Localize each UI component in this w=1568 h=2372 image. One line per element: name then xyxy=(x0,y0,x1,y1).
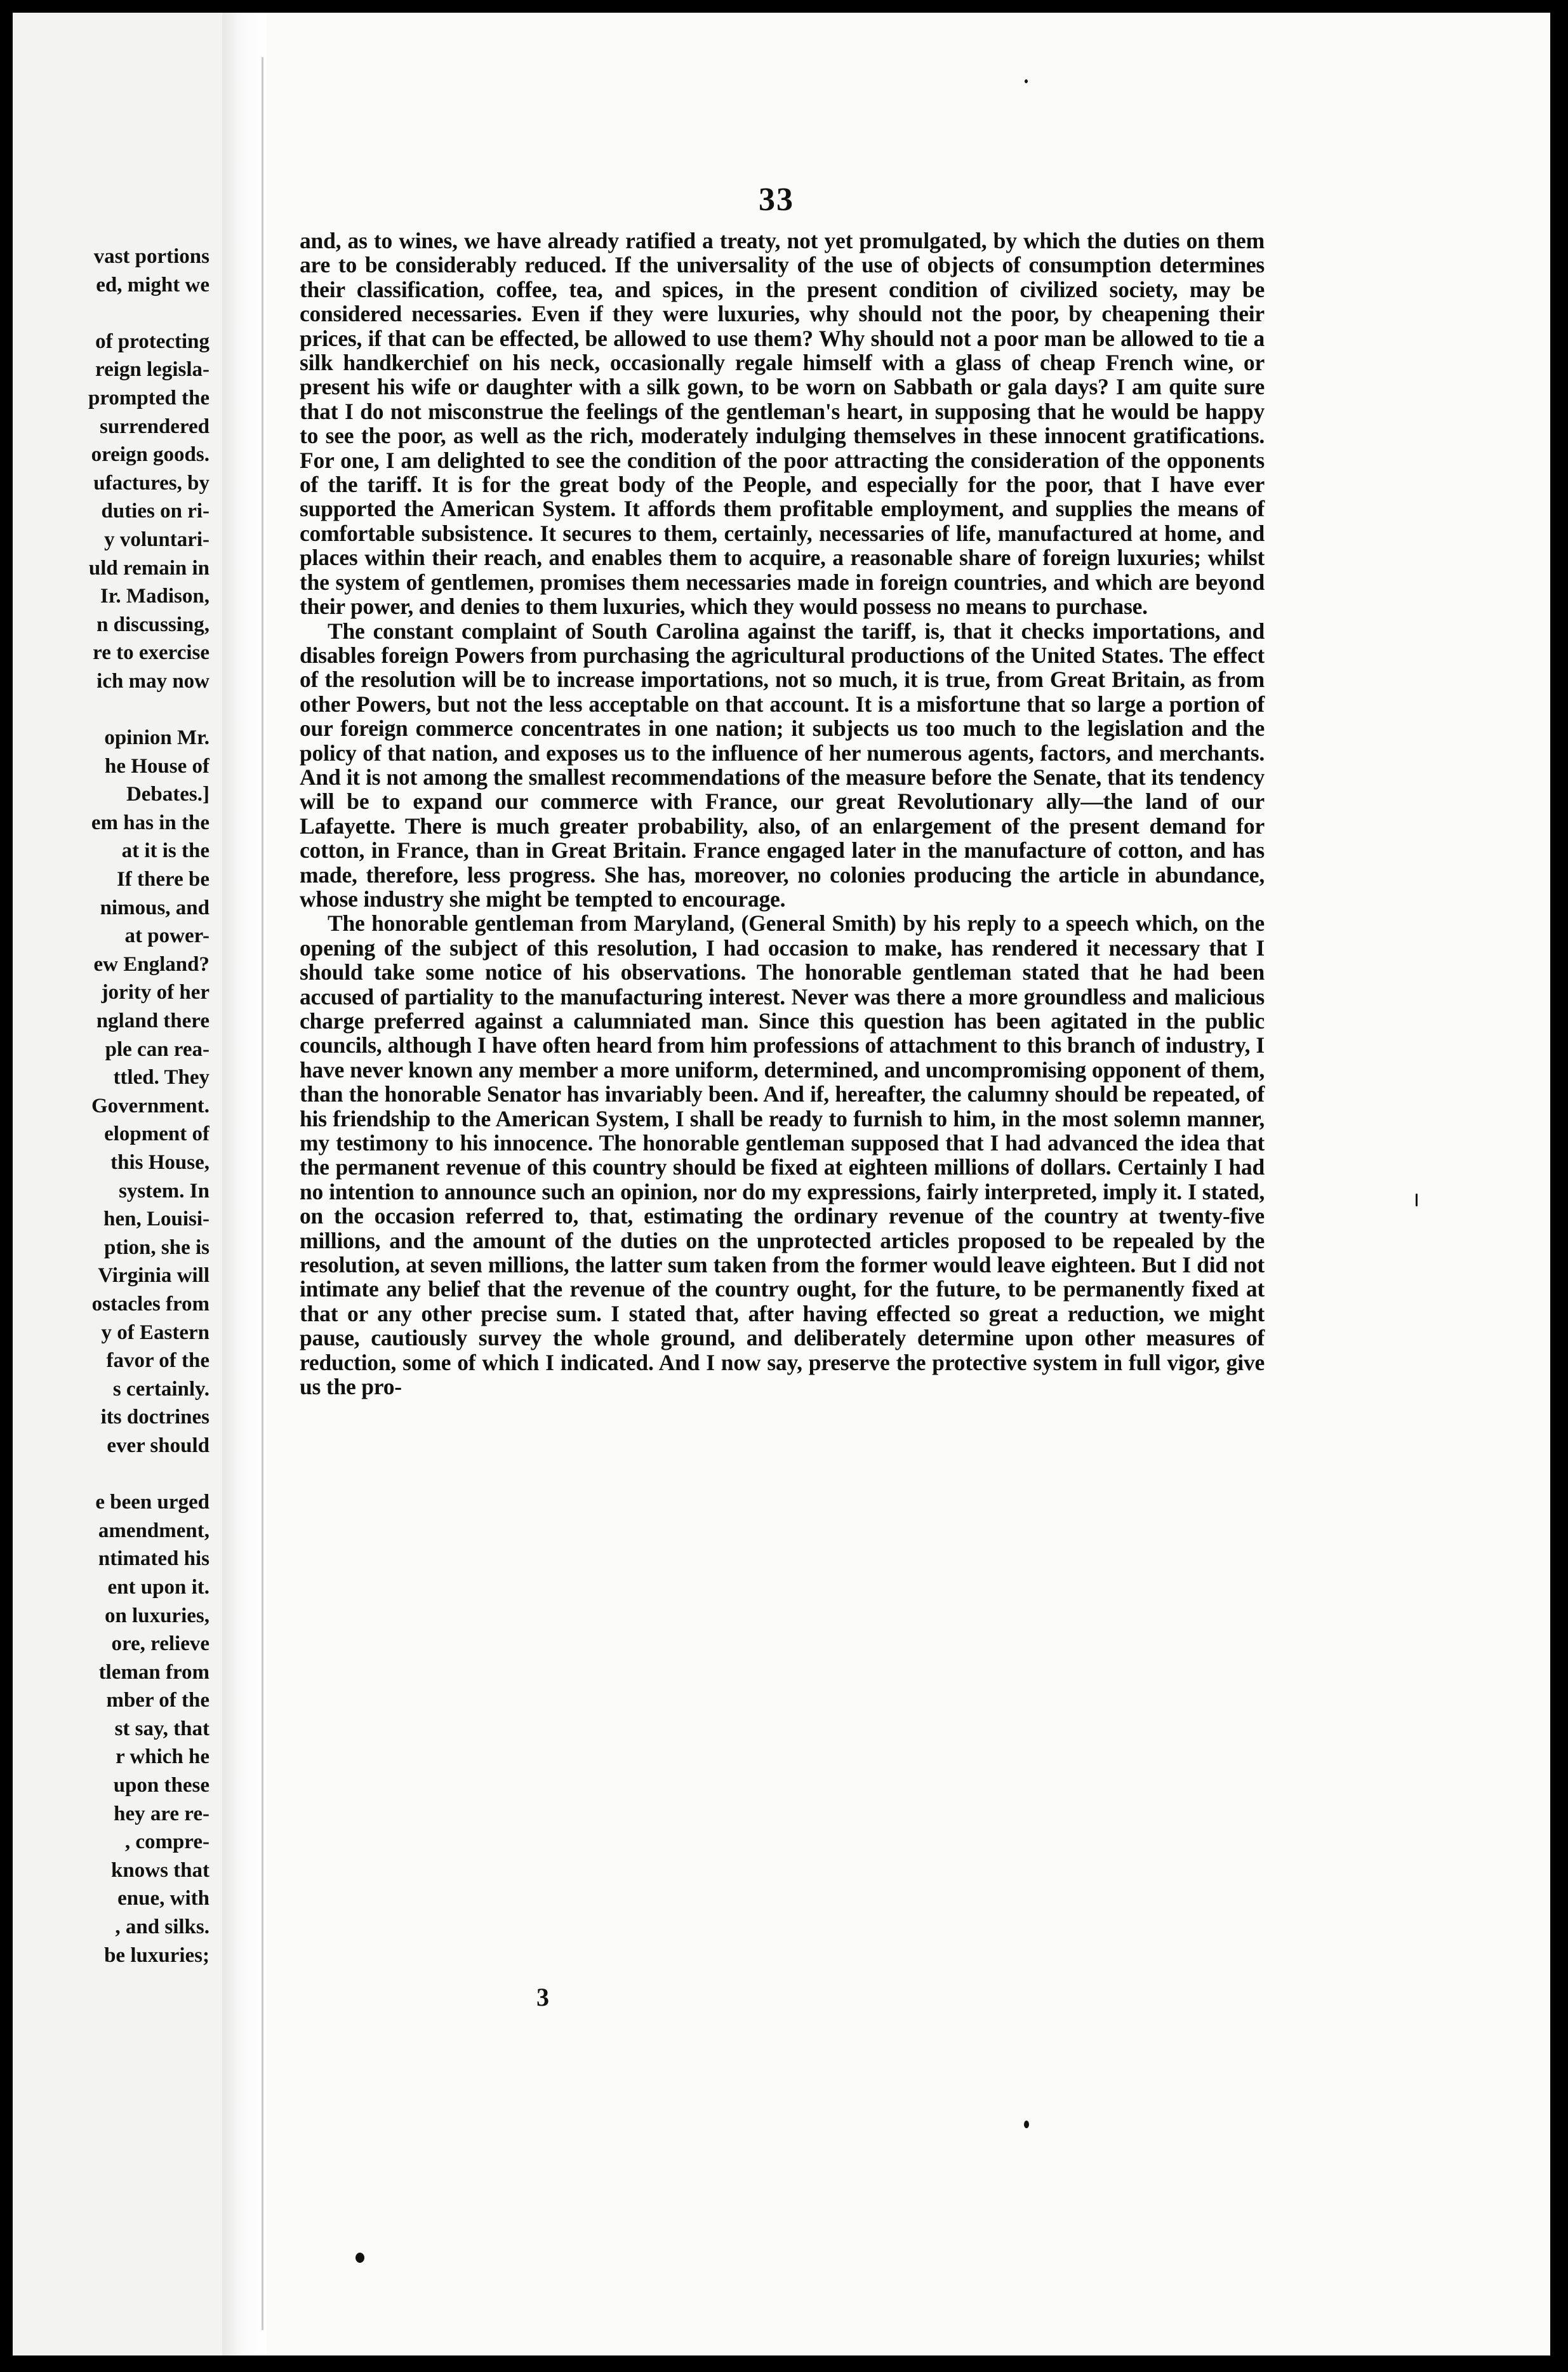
ink-speck xyxy=(1025,79,1028,83)
left-column-line: ttled. They xyxy=(113,1066,209,1089)
left-column-line: enue, with xyxy=(117,1887,209,1910)
signature-mark: 3 xyxy=(536,1983,549,2011)
left-column-line: amendment, xyxy=(98,1519,209,1542)
left-column-line: its doctrines xyxy=(100,1406,209,1429)
left-column-line: ngland there xyxy=(96,1009,209,1033)
left-page-fragment xyxy=(13,13,222,2355)
left-column-line: ufactures, by xyxy=(93,471,209,495)
fold-line xyxy=(262,57,263,2330)
left-column-line: ever should xyxy=(107,1434,209,1457)
left-column-line: em has in the xyxy=(91,811,209,834)
left-column-line: at it is the xyxy=(121,839,209,863)
left-column-line: jority of her xyxy=(101,981,209,1004)
left-column-line: oreign goods. xyxy=(91,443,209,467)
ink-speck xyxy=(355,2253,364,2263)
left-column-line: r which he xyxy=(116,1745,209,1769)
left-column-line: surrendered xyxy=(100,415,209,438)
left-column-line: at power- xyxy=(124,924,209,948)
left-column-line: s certainly. xyxy=(112,1377,209,1401)
left-column-line: y voluntari- xyxy=(104,528,209,551)
left-column-line: upon these xyxy=(113,1774,209,1797)
left-column-line: ent upon it. xyxy=(107,1575,209,1599)
left-column-line: , compre- xyxy=(124,1830,209,1854)
left-column-line: e been urged xyxy=(95,1491,209,1514)
ink-speck xyxy=(1024,2121,1029,2128)
left-column-line xyxy=(13,696,209,724)
left-column-line: ple can rea- xyxy=(105,1037,209,1061)
left-column-line: knows that xyxy=(111,1858,209,1882)
left-column-line: , and silks. xyxy=(115,1916,209,1939)
paragraph: The honorable gentleman from Maryland, (General Smith) by his reply to a speech which, on the opening of the subject of this resolution, I had occasion to make, has rendered it necessary that I should take some notice of his observations. The honorable gentleman stated that he had been accused of partiality to the manufacturing interest. Never was there a more groundless and malicious charge preferred against a calumniated man. Since this question has been agitated in the public councils, although I have often heard from him professions of attachment to this branch of industry, I have never known any member a more uniform, determined, and uncompromising opponent of them, than the honorable Senator has invariably been. And if, hereafter, the calumny should be repeated, of his friendship to the American System, I shall be ready to furnish to him, in the most solemn manner, my testimony to his innocence. The honorable gentleman supposed that I had advanced the idea that the permanent revenue of this country should be fixed at eighteen millions of dollars. Certainly I had no intention to announce such an opinion, nor do my expressions, fairly interpreted, imply it. I stated, on the occasion referred to, that, estimating the ordinary revenue of the country at twenty-five millions, and the amount of the duties on the unprotected articles proposed to be repealed by the resolution, at seven millions, the latter sum taken from the former would leave eighteen. But I did not intimate any belief that the revenue of the country ought, for the future, to be permanently fixed at that or any other precise sum. I stated that, after having effected so great a reduction, we might pause, cautiously survey the whole ground, and deliberately determine upon other measures of reduction, some of which I indicated. And I now say, preserve the protective system in full vigor, give us the pro- xyxy=(300,910,1265,1400)
left-column-line: ore, relieve xyxy=(111,1632,209,1656)
left-column-line xyxy=(13,1460,209,1489)
left-column-line: uld remain in xyxy=(88,556,209,580)
body-text xyxy=(300,229,1265,1399)
ink-speck xyxy=(1416,1194,1418,1206)
paragraph: The constant complaint of South Carolina against the tariff, is, that it checks importations, and disables foreign Powers from purchasing the agricultural productions of the United States. The effect of the resolution will be to increase importations, not so much, it is true, from Great Britain, as from other Powers, but not the less acceptable on that account. It is a misfortune that so large a portion of our foreign commerce concentrates in one nation; it subjects us too much to the legislation and the policy of that nation, and exposes us to the influence of her numerous agents, factors, and merchants. And it is not among the smallest recommendations of the measure before the Senate, that its tendency will be to expand our commerce with France, our great Revolutionary ally—the land of our Lafayette. There is much greater probability, also, of an enlargement of the present demand for cotton, in France, than in Great Britain. France engaged later in the manufacture of cotton, and has made, therefore, less progress. She has, moreover, no colonies producing the article in abundance, whose industry she might be tempted to encourage. xyxy=(300,618,1265,912)
left-column-line: duties on ri- xyxy=(101,500,209,523)
left-column-line: Virginia will xyxy=(98,1264,209,1288)
page-gutter xyxy=(222,13,267,2355)
left-column-line xyxy=(13,299,209,328)
left-column-line: mber of the xyxy=(106,1689,209,1712)
left-column-line: opinion Mr. xyxy=(104,726,209,750)
left-column-line: prompted the xyxy=(88,386,209,410)
left-column-line: be luxuries; xyxy=(104,1943,209,1967)
left-column-line: tleman from xyxy=(98,1660,209,1684)
left-column-line: ich may now xyxy=(96,669,209,693)
left-column-line: on luxuries, xyxy=(104,1604,209,1627)
left-column-line: system. In xyxy=(118,1179,209,1203)
left-column-line: ed, might we xyxy=(96,273,209,296)
left-column-line: st say, that xyxy=(114,1717,209,1740)
left-column-line: favor of the xyxy=(106,1349,209,1373)
left-column-line: vast portions xyxy=(93,245,209,268)
left-column-line: Debates.] xyxy=(126,783,209,806)
left-column-text xyxy=(13,243,209,1969)
page-number: 33 xyxy=(759,182,794,218)
left-column-line: nimous, and xyxy=(100,896,209,919)
left-column-line: this House, xyxy=(110,1151,209,1174)
left-column-line: ew England? xyxy=(93,952,209,976)
left-column-line: hey are re- xyxy=(114,1802,209,1825)
left-column-line: re to exercise xyxy=(93,641,209,665)
left-column-line: Government. xyxy=(91,1094,209,1117)
left-column-line: of protecting xyxy=(95,330,209,353)
left-column-line: If there be xyxy=(116,868,209,891)
left-column-line: hen, Louisi- xyxy=(103,1208,209,1231)
left-column-line: n discussing, xyxy=(96,613,209,636)
left-column-line: reign legisla- xyxy=(95,358,209,382)
left-column-line: Ir. Madison, xyxy=(100,585,209,608)
left-column-line: ption, she is xyxy=(104,1236,209,1259)
left-column-line: ntimated his xyxy=(98,1547,209,1571)
paragraph: and, as to wines, we have already ratified a treaty, not yet promulgated, by which the duties on them are to be considerably reduced. If the universality of the use of objects of consumption determines their classification, coffee, tea, and spices, in the present condition of civilized society, may be considered necessaries. Even if they were luxuries, why should not the poor, by cheapening their prices, if that can be effected, be allowed to use them? Why should not a poor man be allowed to tie a silk handkerchief on his neck, occasionally regale himself with a glass of cheap French wine, or present his wife or daughter with a silk gown, to be worn on Sabbath or gala days? I am quite sure that I do not misconstrue the feelings of the gentleman's heart, in supposing that he would be happy to see the poor, as well as the rich, moderately indulging themselves in these innocent gratifications. For one, I am delighted to see the condition of the poor attracting the consideration of the opponents of the tariff. It is for the great body of the People, and especially for the poor, that I have ever supported the American System. It affords them profitable employment, and supplies the means of comfortable subsistence. It secures to them, certainly, necessaries of life, manufactured at home, and places within their reach, and enables them to acquire, a reasonable share of foreign luxuries; whilst the system of gentlemen, promises them necessaries made in foreign countries, and which are beyond their power, and denies to them luxuries, which they would possess no means to purchase. xyxy=(300,228,1265,620)
left-column-line: y of Eastern xyxy=(101,1321,209,1344)
left-column-line: elopment of xyxy=(104,1123,209,1146)
left-column-line: ostacles from xyxy=(91,1292,209,1316)
left-column-line: he House of xyxy=(105,754,209,778)
